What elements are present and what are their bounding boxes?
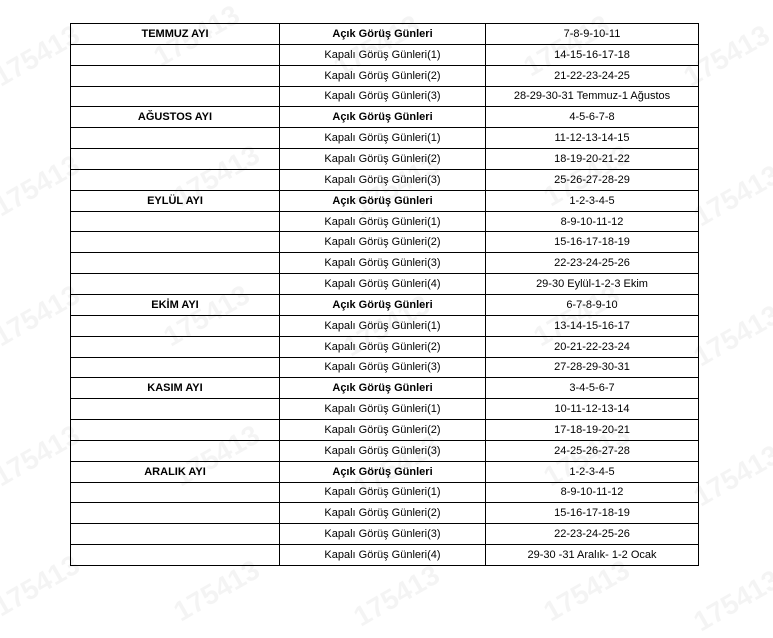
month-empty-cell xyxy=(71,128,280,149)
schedule-body xyxy=(71,24,699,566)
table-row xyxy=(71,274,699,295)
table-row xyxy=(71,86,699,107)
visit-type: Açık Görüş Günleri xyxy=(280,461,486,482)
month-empty-cell xyxy=(71,315,280,336)
visit-days: 22-23-24-25-26 xyxy=(486,253,699,274)
visit-type: Kapalı Görüş Günleri(4) xyxy=(280,274,486,295)
visit-type: Kapalı Görüş Günleri(1) xyxy=(280,128,486,149)
table-row xyxy=(71,545,699,566)
table-row xyxy=(71,44,699,65)
watermark-text xyxy=(348,559,445,633)
month-empty-cell xyxy=(71,274,280,295)
visit-days: 27-28-29-30-31 xyxy=(486,357,699,378)
visit-schedule-table xyxy=(70,23,699,566)
month-empty-cell xyxy=(71,545,280,566)
visit-days: 1-2-3-4-5 xyxy=(486,461,699,482)
visit-days: 28-29-30-31 Temmuz-1 Ağustos xyxy=(486,86,699,107)
table-row xyxy=(71,107,699,128)
table-row xyxy=(71,482,699,503)
visit-type: Kapalı Görüş Günleri(2) xyxy=(280,65,486,86)
watermark-text xyxy=(688,159,773,233)
visit-type: Kapalı Görüş Günleri(3) xyxy=(280,169,486,190)
visit-days: 22-23-24-25-26 xyxy=(486,524,699,545)
table-row xyxy=(71,357,699,378)
visit-days: 14-15-16-17-18 xyxy=(486,44,699,65)
visit-type: Kapalı Görüş Günleri(2) xyxy=(280,149,486,170)
table-row xyxy=(71,336,699,357)
month-empty-cell xyxy=(71,253,280,274)
visit-type: Açık Görüş Günleri xyxy=(280,378,486,399)
visit-days: 11-12-13-14-15 xyxy=(486,128,699,149)
visit-days: 20-21-22-23-24 xyxy=(486,336,699,357)
visit-type: Kapalı Görüş Günleri(1) xyxy=(280,211,486,232)
month-empty-cell xyxy=(71,440,280,461)
visit-type: Açık Görüş Günleri xyxy=(280,24,486,45)
visit-days: 4-5-6-7-8 xyxy=(486,107,699,128)
visit-type: Kapalı Görüş Günleri(4) xyxy=(280,545,486,566)
month-name: AĞUSTOS AYI xyxy=(71,107,280,128)
table-row xyxy=(71,524,699,545)
month-empty-cell xyxy=(71,336,280,357)
table-row xyxy=(71,65,699,86)
table-row xyxy=(71,420,699,441)
visit-days: 24-25-26-27-28 xyxy=(486,440,699,461)
table-row xyxy=(71,211,699,232)
month-empty-cell xyxy=(71,65,280,86)
visit-days: 15-16-17-18-19 xyxy=(486,503,699,524)
visit-type: Kapalı Görüş Günleri(3) xyxy=(280,524,486,545)
month-empty-cell xyxy=(71,482,280,503)
month-empty-cell xyxy=(71,211,280,232)
visit-days: 1-2-3-4-5 xyxy=(486,190,699,211)
visit-days: 8-9-10-11-12 xyxy=(486,211,699,232)
table-row xyxy=(71,378,699,399)
visit-type: Kapalı Görüş Günleri(1) xyxy=(280,399,486,420)
month-name: ARALIK AYI xyxy=(71,461,280,482)
table-row xyxy=(71,503,699,524)
month-empty-cell xyxy=(71,420,280,441)
visit-days: 3-4-5-6-7 xyxy=(486,378,699,399)
visit-type: Kapalı Görüş Günleri(2) xyxy=(280,336,486,357)
visit-type: Kapalı Görüş Günleri(1) xyxy=(280,315,486,336)
table-row xyxy=(71,294,699,315)
watermark-text xyxy=(688,299,773,373)
visit-type: Açık Görüş Günleri xyxy=(280,294,486,315)
visit-type: Kapalı Görüş Günleri(1) xyxy=(280,482,486,503)
table-row xyxy=(71,24,699,45)
month-empty-cell xyxy=(71,399,280,420)
month-empty-cell xyxy=(71,232,280,253)
visit-type: Kapalı Görüş Günleri(3) xyxy=(280,440,486,461)
month-empty-cell xyxy=(71,44,280,65)
month-name: TEMMUZ AYI xyxy=(71,24,280,45)
table-row xyxy=(71,232,699,253)
month-empty-cell xyxy=(71,524,280,545)
month-name: EYLÜL AYI xyxy=(71,190,280,211)
visit-days: 21-22-23-24-25 xyxy=(486,65,699,86)
month-name: KASIM AYI xyxy=(71,378,280,399)
month-empty-cell xyxy=(71,503,280,524)
visit-days: 29-30 -31 Aralık- 1-2 Ocak xyxy=(486,545,699,566)
visit-days: 6-7-8-9-10 xyxy=(486,294,699,315)
visit-type: Kapalı Görüş Günleri(3) xyxy=(280,86,486,107)
month-empty-cell xyxy=(71,149,280,170)
month-name: EKİM AYI xyxy=(71,294,280,315)
watermark-text xyxy=(688,439,773,513)
visit-type: Açık Görüş Günleri xyxy=(280,190,486,211)
table-row xyxy=(71,399,699,420)
visit-type: Kapalı Görüş Günleri(1) xyxy=(280,44,486,65)
table-row xyxy=(71,149,699,170)
visit-type: Açık Görüş Günleri xyxy=(280,107,486,128)
visit-days: 7-8-9-10-11 xyxy=(486,24,699,45)
table-row xyxy=(71,440,699,461)
visit-days: 18-19-20-21-22 xyxy=(486,149,699,170)
visit-days: 8-9-10-11-12 xyxy=(486,482,699,503)
visit-days: 25-26-27-28-29 xyxy=(486,169,699,190)
table-row xyxy=(71,128,699,149)
visit-days: 13-14-15-16-17 xyxy=(486,315,699,336)
month-empty-cell xyxy=(71,86,280,107)
table-row xyxy=(71,190,699,211)
visit-type: Kapalı Görüş Günleri(2) xyxy=(280,232,486,253)
table-row xyxy=(71,315,699,336)
table-row xyxy=(71,169,699,190)
visit-type: Kapalı Görüş Günleri(3) xyxy=(280,253,486,274)
month-empty-cell xyxy=(71,169,280,190)
visit-type: Kapalı Görüş Günleri(3) xyxy=(280,357,486,378)
table-row xyxy=(71,461,699,482)
table-row xyxy=(71,253,699,274)
visit-days: 10-11-12-13-14 xyxy=(486,399,699,420)
visit-days: 15-16-17-18-19 xyxy=(486,232,699,253)
month-empty-cell xyxy=(71,357,280,378)
visit-days: 29-30 Eylül-1-2-3 Ekim xyxy=(486,274,699,295)
visit-type: Kapalı Görüş Günleri(2) xyxy=(280,420,486,441)
visit-days: 17-18-19-20-21 xyxy=(486,420,699,441)
visit-type: Kapalı Görüş Günleri(2) xyxy=(280,503,486,524)
watermark-text xyxy=(688,564,773,638)
